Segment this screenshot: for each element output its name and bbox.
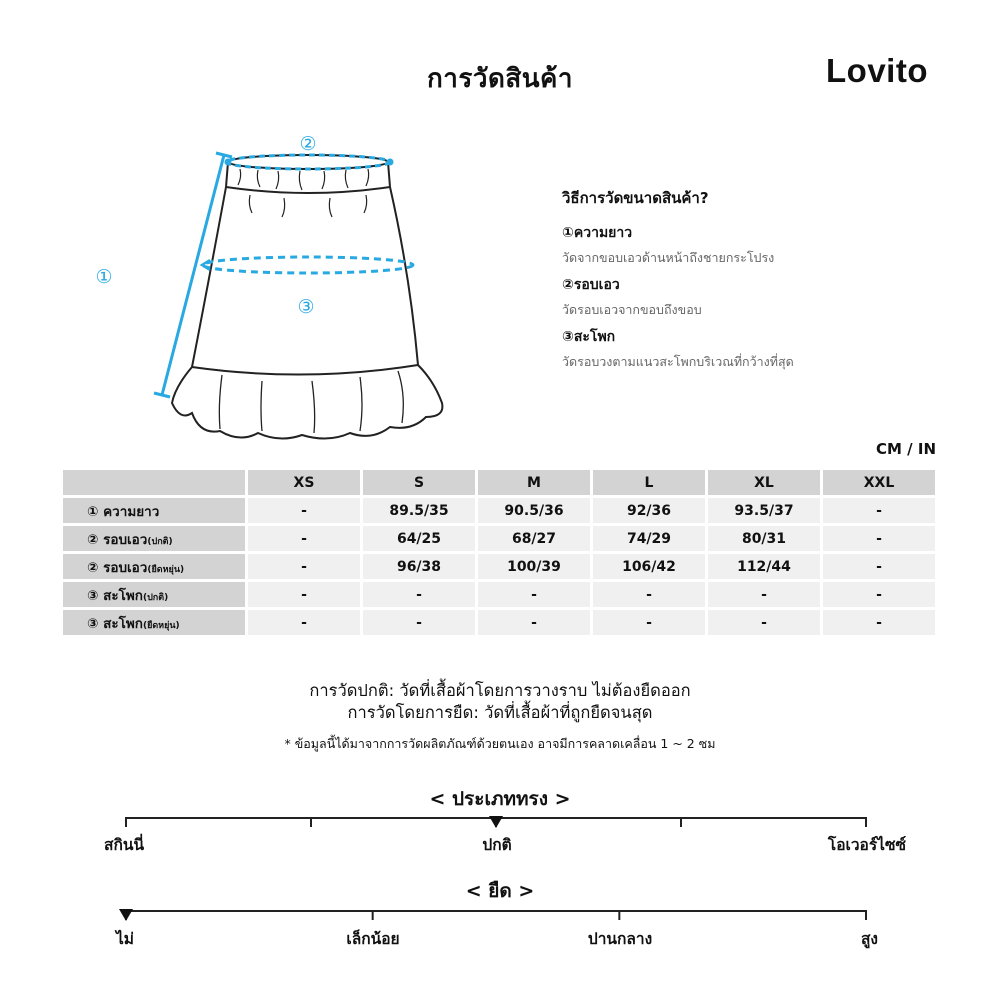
table-cell: - — [823, 498, 935, 523]
table-cell: - — [248, 610, 360, 635]
table-cell: 112/44 — [708, 554, 820, 579]
row-label: ③ สะโพก(ปกติ) — [63, 582, 245, 607]
measurement-notes — [0, 680, 1000, 754]
how-to-measure — [562, 186, 962, 378]
table-cell: - — [823, 610, 935, 635]
table-cell: - — [708, 582, 820, 607]
howto-desc: วัดรอบเอวจากขอบถึงขอบ — [562, 302, 702, 317]
table-cell: - — [248, 526, 360, 551]
howto-item-hip — [562, 326, 962, 372]
row-label: ① ความยาว — [63, 498, 245, 523]
howto-num: ③ — [562, 329, 574, 345]
howto-name: สะโพก — [573, 329, 616, 345]
table-cell: - — [363, 582, 475, 607]
table-row — [63, 526, 935, 551]
stretch-scale-label: เล็กน้อย — [346, 930, 400, 948]
table-cell: - — [823, 526, 935, 551]
disclaimer: * ข้อมูลนี้ได้มาจากการวัดผลิตภัณฑ์ด้วยตนเอง อาจมีการคลาดเคลื่อน 1 ~ 2 ซม — [284, 736, 716, 751]
howto-name: ความยาว — [573, 225, 633, 241]
how-to-title: วิธีการวัดขนาดสินค้า? — [562, 189, 709, 207]
note-stretch: การวัดโดยการยืด: วัดที่เสื้อผ้าที่ถูกยืดจนสุด — [347, 703, 653, 722]
table-cell: - — [248, 554, 360, 579]
table-cell: - — [823, 554, 935, 579]
table-cell: - — [478, 582, 590, 607]
table-cell: 68/27 — [478, 526, 590, 551]
howto-desc: วัดจากขอบเอวด้านหน้าถึงชายกระโปรง — [562, 250, 775, 265]
stretch-scale-label: ไม่ — [116, 930, 135, 948]
howto-item-length — [562, 222, 962, 268]
size-header-row — [63, 470, 935, 495]
table-row — [63, 610, 935, 635]
stretch-scale-label: สูง — [860, 930, 878, 948]
table-cell: 90.5/36 — [478, 498, 590, 523]
fit-scale-indicator — [489, 816, 503, 828]
table-row — [63, 554, 935, 579]
table-row — [63, 498, 935, 523]
table-cell: - — [363, 610, 475, 635]
marker-hip: ③ — [297, 296, 315, 318]
unit-label: CM / IN — [876, 440, 936, 458]
howto-name: รอบเอว — [573, 277, 620, 293]
row-label: ③ สะโพก(ยืดหยุ่น) — [63, 610, 245, 635]
fit-scale-label: ปกติ — [482, 836, 512, 854]
table-cell: - — [478, 610, 590, 635]
table-cell: 80/31 — [708, 526, 820, 551]
size-header: XS — [248, 470, 360, 495]
table-cell: 93.5/37 — [708, 498, 820, 523]
table-cell: - — [248, 582, 360, 607]
stretch-scale-title: < ยืด > — [465, 880, 535, 902]
stretch-scale-indicator — [119, 909, 133, 921]
size-header: L — [593, 470, 705, 495]
table-cell: - — [248, 498, 360, 523]
size-header: XXL — [823, 470, 935, 495]
howto-item-waist — [562, 274, 962, 320]
table-cell: - — [593, 582, 705, 607]
fit-scale-title: < ประเภททรง > — [429, 788, 571, 810]
size-header: M — [478, 470, 590, 495]
corner-cell — [63, 470, 245, 495]
table-cell: 100/39 — [478, 554, 590, 579]
howto-desc: วัดรอบวงตามแนวสะโพกบริเวณที่กว้างที่สุด — [562, 354, 794, 369]
size-header: S — [363, 470, 475, 495]
marker-length: ① — [95, 266, 113, 288]
howto-num: ② — [562, 277, 574, 293]
fit-scale-label: โอเวอร์ไซซ์ — [827, 836, 906, 854]
size-table — [60, 467, 938, 638]
marker-waist: ② — [299, 133, 317, 155]
hip-measure-line — [203, 257, 413, 273]
table-cell: 89.5/35 — [363, 498, 475, 523]
row-label: ② รอบเอว(ยืดหยุ่น) — [63, 554, 245, 579]
table-cell: 64/25 — [363, 526, 475, 551]
note-normal: การวัดปกติ: วัดที่เสื้อผ้าโดยการวางราบ ไม่ต้องยืดออก — [309, 681, 691, 700]
page-title: การวัดสินค้า — [427, 64, 573, 94]
howto-num: ① — [562, 225, 574, 241]
stretch-scale-label: ปานกลาง — [587, 930, 653, 948]
table-cell: 74/29 — [593, 526, 705, 551]
table-cell: 106/42 — [593, 554, 705, 579]
fit-scale-label: สกินนี่ — [104, 836, 145, 854]
table-cell: 96/38 — [363, 554, 475, 579]
table-cell: - — [708, 610, 820, 635]
table-cell: - — [823, 582, 935, 607]
row-label: ② รอบเอว(ปกติ) — [63, 526, 245, 551]
brand-logo: Lovito — [826, 52, 928, 89]
table-cell: - — [593, 610, 705, 635]
table-row — [63, 582, 935, 607]
skirt-diagram — [80, 125, 460, 455]
table-cell: 92/36 — [593, 498, 705, 523]
size-header: XL — [708, 470, 820, 495]
